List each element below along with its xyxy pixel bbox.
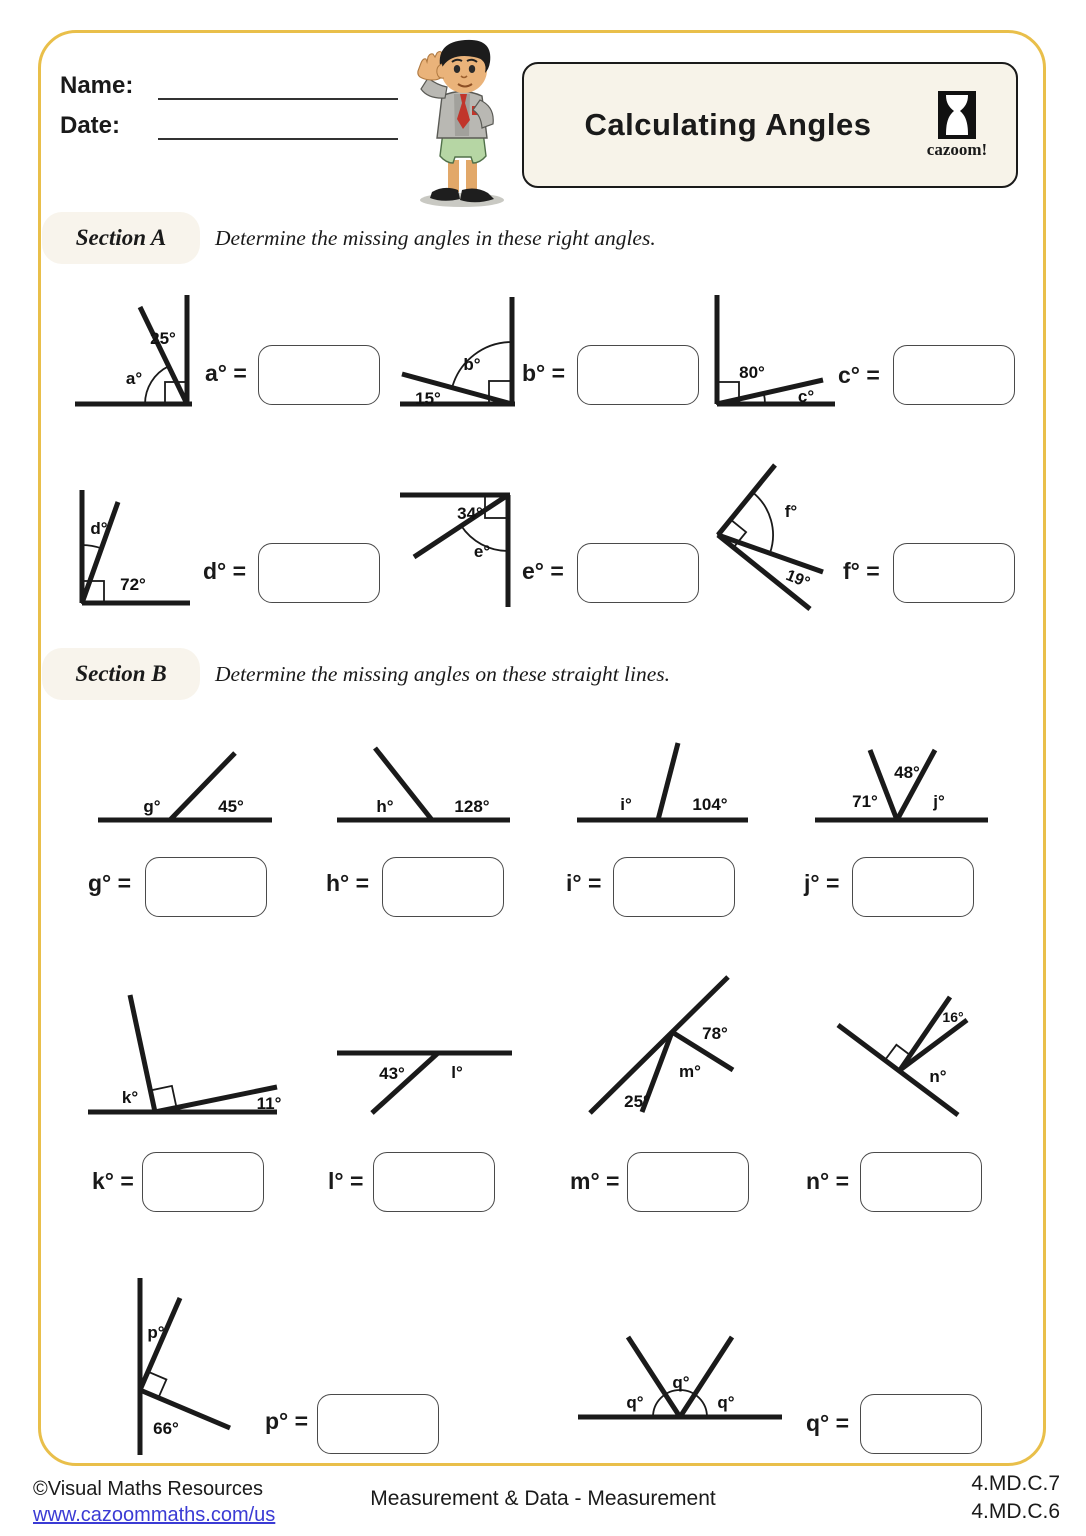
answer-box-q[interactable]	[860, 1394, 982, 1454]
boy-shoe	[430, 188, 460, 201]
footer-standards	[971, 1470, 1060, 1526]
name-write-line[interactable]	[158, 98, 398, 100]
boy-shoe	[460, 189, 494, 203]
angle-label: 128°	[454, 797, 490, 816]
answer-label-d: d° =	[203, 558, 247, 584]
cazoom-drum-icon	[938, 91, 976, 139]
diagram-m	[585, 975, 745, 1120]
date-write-line[interactable]	[158, 138, 398, 140]
angle-label: h°	[376, 797, 394, 816]
section-b-instruction: Determine the missing angles on these straight lines.	[215, 662, 671, 686]
answer-box-k[interactable]	[142, 1152, 264, 1212]
angle-label: q°	[717, 1393, 735, 1412]
angle-label: j°	[933, 792, 945, 811]
angle-label: 25°	[624, 1092, 650, 1111]
angle-label: 71°	[852, 792, 878, 811]
diagram-c	[705, 292, 860, 410]
diagram-q	[575, 1330, 790, 1425]
section-a-instruction: Determine the missing angles in these right angles.	[215, 226, 656, 250]
angle-label: 78°	[702, 1024, 728, 1043]
angle-label: b°	[463, 355, 481, 374]
diagram-n	[830, 990, 980, 1122]
standard-code: 4.MD.C.6	[971, 1500, 1060, 1523]
title-box	[522, 62, 1018, 188]
section-b-chip	[42, 648, 200, 700]
date-label: Date:	[60, 112, 121, 139]
answer-box-j[interactable]	[852, 857, 974, 917]
answer-box-h[interactable]	[382, 857, 504, 917]
answer-box-c[interactable]	[893, 345, 1015, 405]
section-b-label: Section B	[75, 661, 167, 686]
diagram-p	[118, 1270, 253, 1460]
answer-label-p: p° =	[265, 1408, 309, 1434]
angle-label: 66°	[153, 1419, 179, 1438]
footer-left	[33, 1476, 275, 1528]
angle-label: 15°	[415, 389, 441, 408]
angle-label: 11°	[256, 1094, 282, 1113]
angle-label: 104°	[692, 795, 728, 814]
angle-label: g°	[143, 797, 161, 816]
website-link[interactable]: www.cazoommaths.com/us	[33, 1504, 276, 1526]
answer-box-b[interactable]	[577, 345, 699, 405]
answer-label-n: n° =	[806, 1168, 850, 1194]
diagram-j	[810, 735, 1010, 830]
diagram-e	[400, 487, 540, 612]
answer-box-d[interactable]	[258, 543, 380, 603]
answer-box-g[interactable]	[145, 857, 267, 917]
angle-label: c°	[797, 387, 815, 406]
boy-arm-wave	[421, 78, 447, 98]
angle-label: k°	[121, 1088, 139, 1107]
page-title: Calculating Angles	[584, 107, 872, 142]
answer-label-a: a° =	[205, 360, 247, 386]
answer-label-i: i° =	[566, 870, 602, 896]
angle-label: 25°	[150, 329, 176, 348]
angle-label: p°	[147, 1323, 165, 1342]
answer-box-m[interactable]	[627, 1152, 749, 1212]
answer-label-e: e° =	[522, 558, 564, 584]
angle-label: 34°	[457, 504, 483, 523]
diagram-l	[335, 1040, 520, 1120]
answer-label-k: k° =	[92, 1168, 134, 1194]
answer-box-i[interactable]	[613, 857, 735, 917]
answer-label-l: l° =	[328, 1168, 364, 1194]
section-a-chip	[42, 212, 200, 264]
answer-box-n[interactable]	[860, 1152, 982, 1212]
angle-label: f°	[784, 502, 798, 521]
answer-box-f[interactable]	[893, 543, 1015, 603]
angle-label: i°	[620, 795, 632, 814]
angle-label: q°	[672, 1373, 690, 1392]
boy-leg	[466, 160, 477, 192]
answer-box-e[interactable]	[577, 543, 699, 603]
answer-box-l[interactable]	[373, 1152, 495, 1212]
cartoon-boy-illustration	[398, 34, 518, 210]
angle-label: m°	[679, 1062, 701, 1081]
answer-label-c: c° =	[838, 362, 880, 388]
section-a-label: Section A	[75, 225, 167, 250]
angle-label: 16°	[942, 1009, 964, 1025]
answer-box-p[interactable]	[317, 1394, 439, 1454]
diagram-g	[90, 745, 290, 830]
diagram-b	[400, 292, 540, 410]
answer-label-m: m° =	[570, 1168, 620, 1194]
standard-code: 4.MD.C.7	[971, 1472, 1060, 1495]
diagram-k	[85, 985, 285, 1117]
cazoom-logo-text: cazoom!	[926, 139, 988, 159]
diagram-a	[70, 292, 205, 410]
answer-label-h: h° =	[326, 870, 370, 896]
answer-label-j: j° =	[804, 870, 840, 896]
answer-label-f: f° =	[843, 558, 880, 584]
answer-label-q: q° =	[806, 1410, 850, 1436]
answer-box-a[interactable]	[258, 345, 380, 405]
name-label: Name:	[60, 72, 134, 99]
answer-label-g: g° =	[88, 870, 132, 896]
angle-label: 43°	[379, 1064, 405, 1083]
angle-label: a°	[125, 369, 143, 388]
angle-label: 45°	[218, 797, 244, 816]
angle-label: 80°	[739, 363, 765, 382]
angle-label: 72°	[120, 575, 146, 594]
diagram-h	[330, 745, 530, 830]
angle-label: n°	[929, 1067, 947, 1086]
diagram-d	[70, 482, 215, 607]
angle-label: l°	[451, 1063, 463, 1082]
cazoom-logo	[914, 91, 1000, 160]
angle-label: 48°	[894, 763, 920, 782]
angle-label: e°	[473, 542, 491, 561]
angle-label: d°	[90, 519, 108, 538]
diagram-i	[570, 738, 770, 830]
boy-leg	[448, 160, 459, 192]
copyright-text: ©Visual Maths Resources	[33, 1478, 264, 1500]
diagram-f	[705, 457, 870, 617]
answer-label-b: b° =	[522, 360, 566, 386]
angle-label: 19°	[783, 567, 813, 592]
footer-topic: Measurement & Data - Measurement	[370, 1487, 716, 1510]
angle-label: q°	[626, 1393, 644, 1412]
